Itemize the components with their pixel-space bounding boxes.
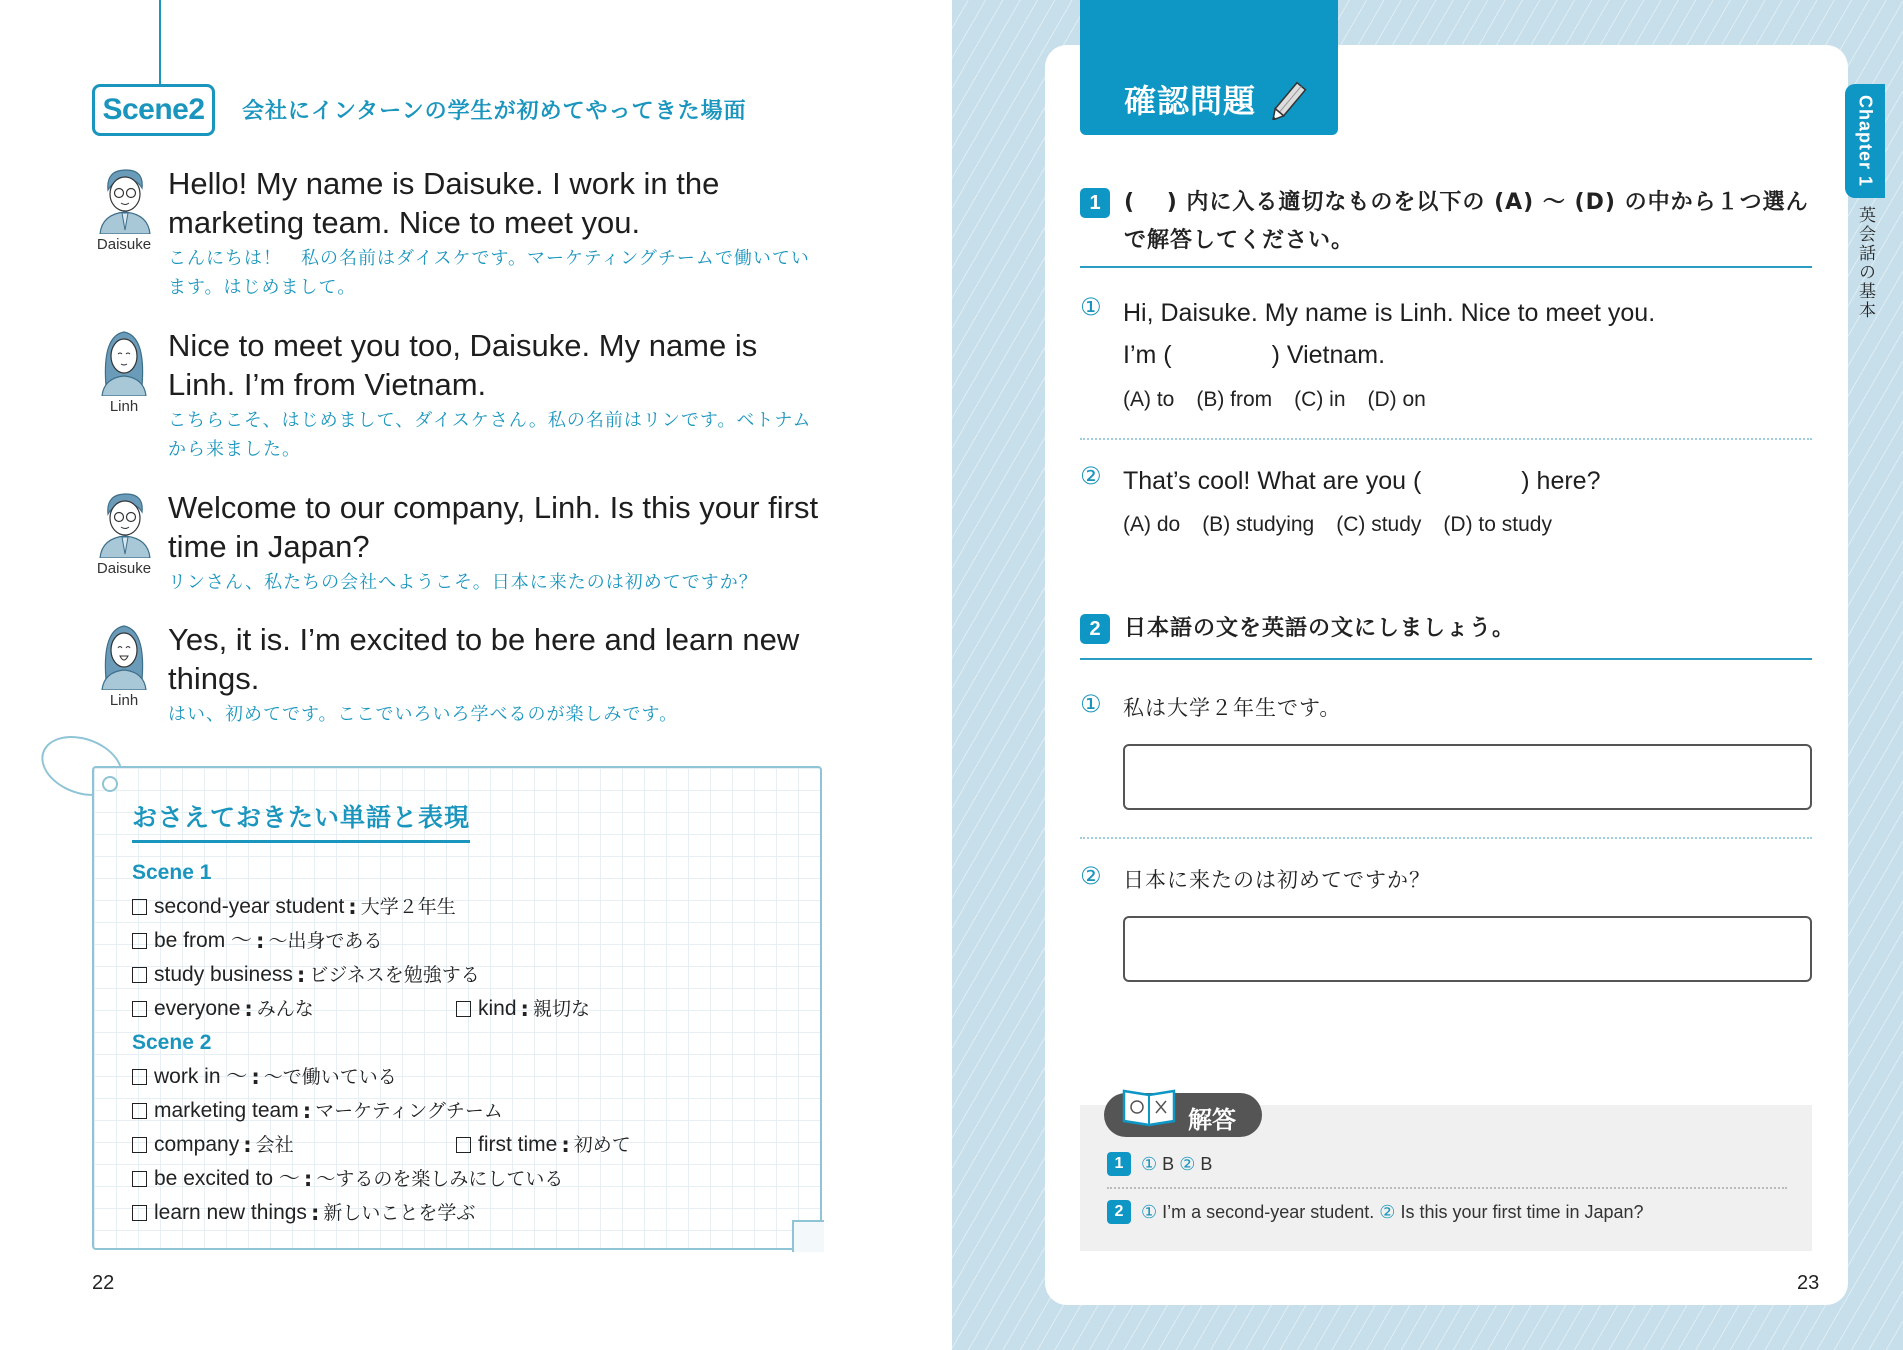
question-text: Hi, Daisuke. My name is Linh. Nice to meet you. bbox=[1123, 299, 1656, 327]
vocab-term: kind bbox=[478, 997, 517, 1020]
question-text: That’s cool! What are you ( ) here? bbox=[1123, 467, 1601, 495]
dialog-item bbox=[92, 164, 832, 304]
header-tab bbox=[1080, 0, 1338, 135]
answer-text: B bbox=[1200, 1153, 1213, 1174]
vocab-term: first time bbox=[478, 1133, 558, 1156]
vocab-term: be excited to ～ bbox=[154, 1167, 300, 1190]
vocab-meaning: ～するのを楽しみにしている bbox=[316, 1168, 564, 1190]
japanese-translation: はい、初めてです。ここでいろいろ学べるのが楽しみです。 bbox=[168, 704, 679, 725]
divider bbox=[1107, 1187, 1787, 1189]
answer-input-2[interactable] bbox=[1123, 916, 1812, 982]
section-number-badge: 1 bbox=[1080, 188, 1110, 218]
checkbox[interactable] bbox=[132, 1137, 147, 1153]
daisuke-avatar-icon bbox=[96, 164, 152, 234]
dialog-item bbox=[92, 326, 832, 466]
checkbox[interactable] bbox=[132, 1171, 147, 1187]
vocab-row: be from ～ : ～出身である bbox=[132, 924, 792, 958]
chapter-tab[interactable] bbox=[1845, 84, 1885, 198]
question-text: I’m ( ) Vietnam. bbox=[1123, 341, 1386, 369]
vocab-meaning: ～出身である bbox=[268, 930, 383, 952]
answer-text: Is this your first time in Japan? bbox=[1400, 1201, 1644, 1222]
dialog-item bbox=[92, 488, 832, 608]
chapter-subtitle: 英会話の基本 bbox=[1855, 206, 1875, 320]
japanese-translation: こちらこそ、はじめまして、ダイスケさん。私の名前はリンです。ベトナムから来ました。 bbox=[168, 410, 812, 460]
vocab-scene-label: Scene 2 bbox=[132, 1031, 212, 1054]
question-marker: ② bbox=[1179, 1153, 1196, 1175]
checkbox[interactable] bbox=[456, 1001, 471, 1017]
section-instruction: 日本語の文を英語の文にしましょう。 bbox=[1124, 616, 1516, 641]
vocab-meaning: ～で働いている bbox=[263, 1066, 397, 1088]
header-title: 確認問題 bbox=[1124, 82, 1257, 120]
vocab-box bbox=[92, 766, 822, 1250]
checkbox[interactable] bbox=[132, 933, 147, 949]
vocab-term: everyone bbox=[154, 997, 241, 1020]
chapter-label: Chapter 1 bbox=[1855, 94, 1876, 188]
japanese-question: 私は大学２年生です。 bbox=[1123, 696, 1342, 720]
pencil-icon bbox=[1267, 76, 1317, 120]
option-d[interactable]: (D) on bbox=[1367, 388, 1426, 411]
vocab-term: be from ～ bbox=[154, 929, 253, 952]
divider bbox=[1080, 438, 1812, 440]
scene-badge: Scene2 bbox=[92, 84, 215, 136]
option-d[interactable]: (D) to study bbox=[1443, 513, 1552, 536]
answer-label: 解答 bbox=[1188, 1106, 1236, 1134]
checkbox[interactable] bbox=[132, 1103, 147, 1119]
vocab-row: marketing team : マーケティングチーム bbox=[132, 1094, 792, 1128]
japanese-translation: こんにちは！ 私の名前はダイスケです。マーケティングチームで働いています。はじめまして。 bbox=[168, 248, 810, 298]
vocab-meaning: 会社 bbox=[255, 1134, 294, 1156]
option-b[interactable]: (B) from bbox=[1196, 388, 1273, 411]
question-marker: ① bbox=[1080, 690, 1102, 718]
vocab-row: study business : ビジネスを勉強する bbox=[132, 958, 792, 992]
decorative-line bbox=[159, 0, 161, 84]
english-line: Welcome to our company, Linh. Is this your first time in Japan? bbox=[168, 490, 819, 564]
option-c[interactable]: (C) study bbox=[1336, 513, 1422, 536]
answer-input-1[interactable] bbox=[1123, 744, 1812, 810]
question-marker: ① bbox=[1141, 1153, 1158, 1175]
dialog-item bbox=[92, 620, 832, 740]
vocab-meaning: みんな bbox=[256, 998, 314, 1020]
checkbox[interactable] bbox=[132, 967, 147, 983]
divider bbox=[1080, 837, 1812, 839]
section-number-badge: 2 bbox=[1107, 1200, 1131, 1224]
speaker-name: Linh bbox=[109, 398, 139, 415]
folded-corner-icon bbox=[792, 1220, 822, 1250]
option-c[interactable]: (C) in bbox=[1294, 388, 1346, 411]
section-instruction: ( ) 内に入る適切なものを以下の (A) ～ (D) の中から１つ選んで解答してください。 bbox=[1124, 190, 1809, 253]
english-line: Yes, it is. I’m excited to be here and learn new things. bbox=[168, 622, 800, 696]
vocab-row: company : 会社 first time : 初めて bbox=[132, 1128, 792, 1162]
option-a[interactable]: (A) to bbox=[1123, 388, 1175, 411]
english-line: Nice to meet you too, Daisuke. My name is Linh. I’m from Vietnam. bbox=[168, 328, 758, 402]
checkbox[interactable] bbox=[132, 1001, 147, 1017]
checkbox[interactable] bbox=[456, 1137, 471, 1153]
option-b[interactable]: (B) studying bbox=[1202, 513, 1315, 536]
vocab-row: second-year student : 大学２年生 bbox=[132, 890, 792, 924]
vocab-term: work in ～ bbox=[154, 1065, 248, 1088]
question-marker: ② bbox=[1080, 462, 1102, 490]
vocab-row: learn new things : 新しいことを学ぶ bbox=[132, 1196, 792, 1230]
japanese-question: 日本に来たのは初めてですか？ bbox=[1123, 868, 1431, 892]
vocab-title: おさえておきたい単語と表現 bbox=[132, 798, 470, 843]
vocab-row: work in ～ : ～で働いている bbox=[132, 1060, 792, 1094]
ring-decoration-icon bbox=[102, 776, 118, 792]
question-marker: ① bbox=[1141, 1201, 1158, 1223]
right-page bbox=[952, 0, 1903, 1350]
linh-avatar-icon bbox=[96, 326, 152, 396]
speaker-name: Daisuke bbox=[96, 236, 152, 253]
answer-row-1 bbox=[1107, 1152, 1212, 1176]
vocab-term: marketing team bbox=[154, 1099, 299, 1122]
section-number-badge: 2 bbox=[1080, 614, 1110, 644]
section-number-badge: 1 bbox=[1107, 1152, 1131, 1176]
checkbox[interactable] bbox=[132, 899, 147, 915]
option-a[interactable]: (A) do bbox=[1123, 513, 1181, 536]
scene-title: 会社にインターンの学生が初めてやってきた場面 bbox=[242, 99, 747, 124]
speaker-name: Daisuke bbox=[96, 560, 152, 577]
vocab-meaning: 初めて bbox=[573, 1134, 631, 1156]
options-list bbox=[1123, 513, 1552, 537]
vocab-meaning: ビジネスを勉強する bbox=[309, 964, 480, 986]
question-marker: ② bbox=[1379, 1201, 1396, 1223]
question-marker: ① bbox=[1080, 293, 1102, 321]
answer-text: I’m a second-year student. bbox=[1162, 1201, 1375, 1222]
vocab-meaning: 親切な bbox=[532, 998, 590, 1020]
answer-text: B bbox=[1162, 1153, 1175, 1174]
vocab-list bbox=[132, 856, 792, 1230]
linh-avatar-icon bbox=[96, 620, 152, 690]
vocab-meaning: 新しいことを学ぶ bbox=[323, 1202, 476, 1224]
speaker-name: Linh bbox=[109, 692, 139, 709]
section-2-heading bbox=[1080, 610, 1812, 660]
section-1-heading bbox=[1080, 184, 1812, 268]
answer-row-2 bbox=[1107, 1200, 1644, 1224]
options-list bbox=[1123, 388, 1426, 412]
vocab-scene-label: Scene 1 bbox=[132, 861, 212, 884]
page-number: 23 bbox=[1797, 1272, 1820, 1294]
vocab-term: study business bbox=[154, 963, 293, 986]
question-marker: ② bbox=[1080, 862, 1102, 890]
vocab-term: company bbox=[154, 1133, 240, 1156]
vocab-row: be excited to ～ : ～するのを楽しみにしている bbox=[132, 1162, 792, 1196]
vocab-term: second-year student bbox=[154, 895, 345, 918]
japanese-translation: リンさん、私たちの会社へようこそ。日本に来たのは初めてですか？ bbox=[168, 572, 758, 593]
vocab-meaning: マーケティングチーム bbox=[315, 1100, 503, 1122]
vocab-term: learn new things bbox=[154, 1201, 307, 1224]
checkbox[interactable] bbox=[132, 1069, 147, 1085]
checkbox[interactable] bbox=[132, 1205, 147, 1221]
daisuke-avatar-icon bbox=[96, 488, 152, 558]
page-number: 22 bbox=[92, 1272, 115, 1294]
book-icon bbox=[1120, 1085, 1178, 1127]
vocab-meaning: 大学２年生 bbox=[360, 896, 456, 918]
english-line: Hello! My name is Daisuke. I work in the marketing team. Nice to meet you. bbox=[168, 166, 720, 240]
vocab-row: everyone : みんな kind : 親切な bbox=[132, 992, 792, 1026]
